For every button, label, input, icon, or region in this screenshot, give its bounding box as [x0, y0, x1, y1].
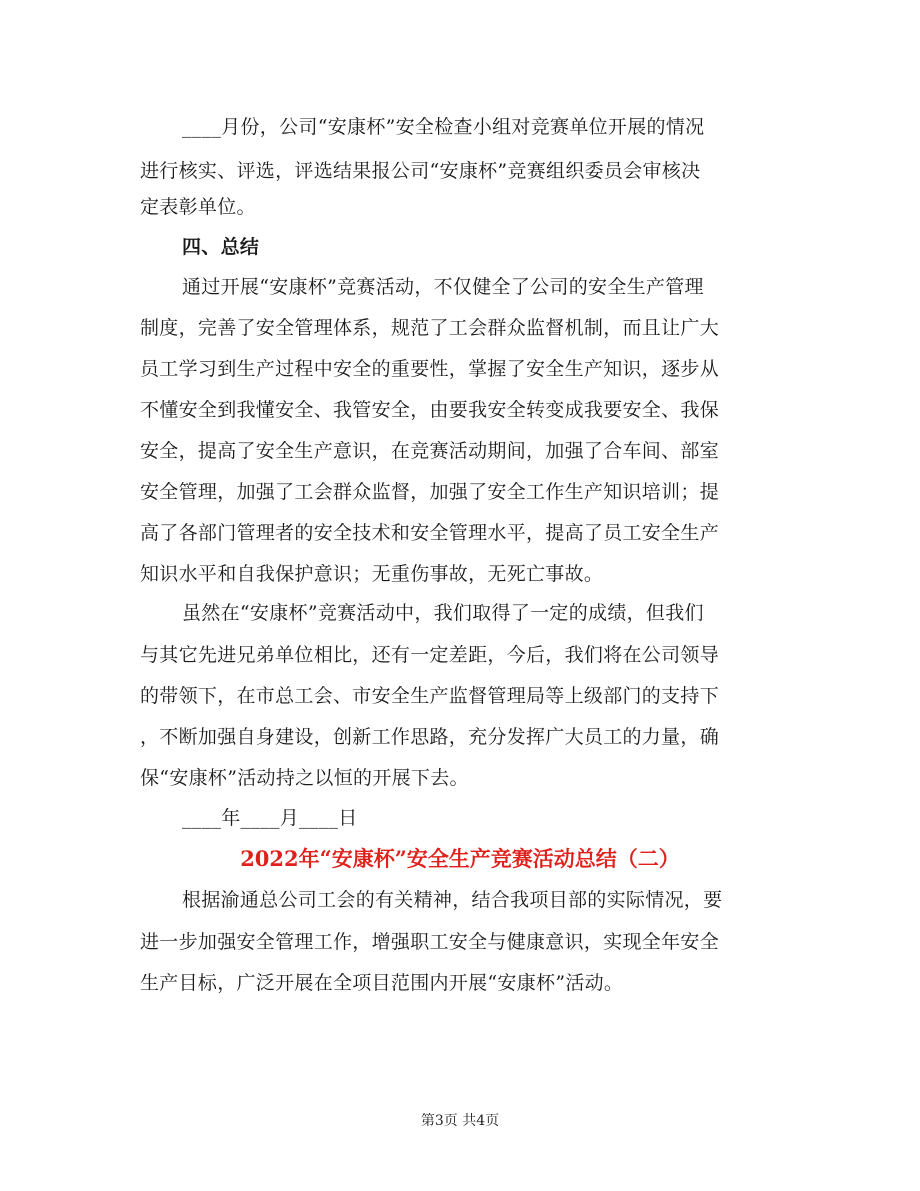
paragraph-line: 知识水平和自我保护意识；无重伤事故，无死亡事故。 [140, 563, 604, 585]
paragraph-line: 的带领下，在市总工会、市安全生产监督管理局等上级部门的支持下 [140, 685, 720, 707]
paragraph-line: 通过开展“安康杯”竞赛活动，不仅健全了公司的安全生产管理 [182, 276, 704, 298]
paragraph-line: ，不断加强自身建设，创新工作思路，充分发挥广大员工的力量，确 [140, 726, 720, 748]
paragraph-line: 制度，完善了安全管理体系，规范了工会群众监督机制，而且让广大 [140, 317, 720, 339]
paragraph-line: 生产目标，广泛开展在全项目范围内开展“安康杯”活动。 [140, 972, 624, 994]
paragraph-line: 安全，提高了安全生产意识，在竞赛活动期间，加强了合车间、部室 [140, 440, 720, 462]
paragraph-line: 与其它先进兄弟单位相比，还有一定差距，今后，我们将在公司领导 [140, 644, 720, 666]
paragraph-line: 定表彰单位。 [140, 196, 256, 218]
paragraph-line: 虽然在“安康杯”竞赛活动中，我们取得了一定的成绩，但我们 [182, 602, 704, 624]
paragraph-line: 进行核实、评选，评选结果报公司“安康杯”竞赛组织委员会审核决 [140, 160, 701, 182]
document-title: 2022年“安康杯”安全生产竞赛活动总结（二） [240, 846, 680, 871]
paragraph-line: 保“安康杯”活动持之以恒的开展下去。 [140, 767, 469, 789]
date-line: ____年____月____日 [182, 807, 358, 829]
paragraph-line: 安全管理，加强了工会群众监督，加强了安全工作生产知识培训；提 [140, 481, 720, 503]
paragraph-line: 高了各部门管理者的安全技术和安全管理水平，提高了员工安全生产 [140, 522, 720, 544]
paragraph-line: 不懂安全到我懂安全、我管安全，由要我安全转变成我要安全、我保 [140, 399, 720, 421]
paragraph-line: 进一步加强安全管理工作，增强职工安全与健康意识，实现全年安全 [140, 931, 720, 953]
paragraph-line: 员工学习到生产过程中安全的重要性，掌握了安全生产知识，逐步从 [140, 358, 720, 380]
paragraph-line: ____月份，公司“安康杯”安全检查小组对竞赛单位开展的情况 [182, 116, 705, 138]
page-number: 第3页 共4页 [420, 1113, 500, 1129]
section-heading: 四、总结 [182, 236, 260, 258]
paragraph-line: 根据渝通总公司工会的有关精神，结合我项目部的实际情况，要 [182, 889, 723, 911]
